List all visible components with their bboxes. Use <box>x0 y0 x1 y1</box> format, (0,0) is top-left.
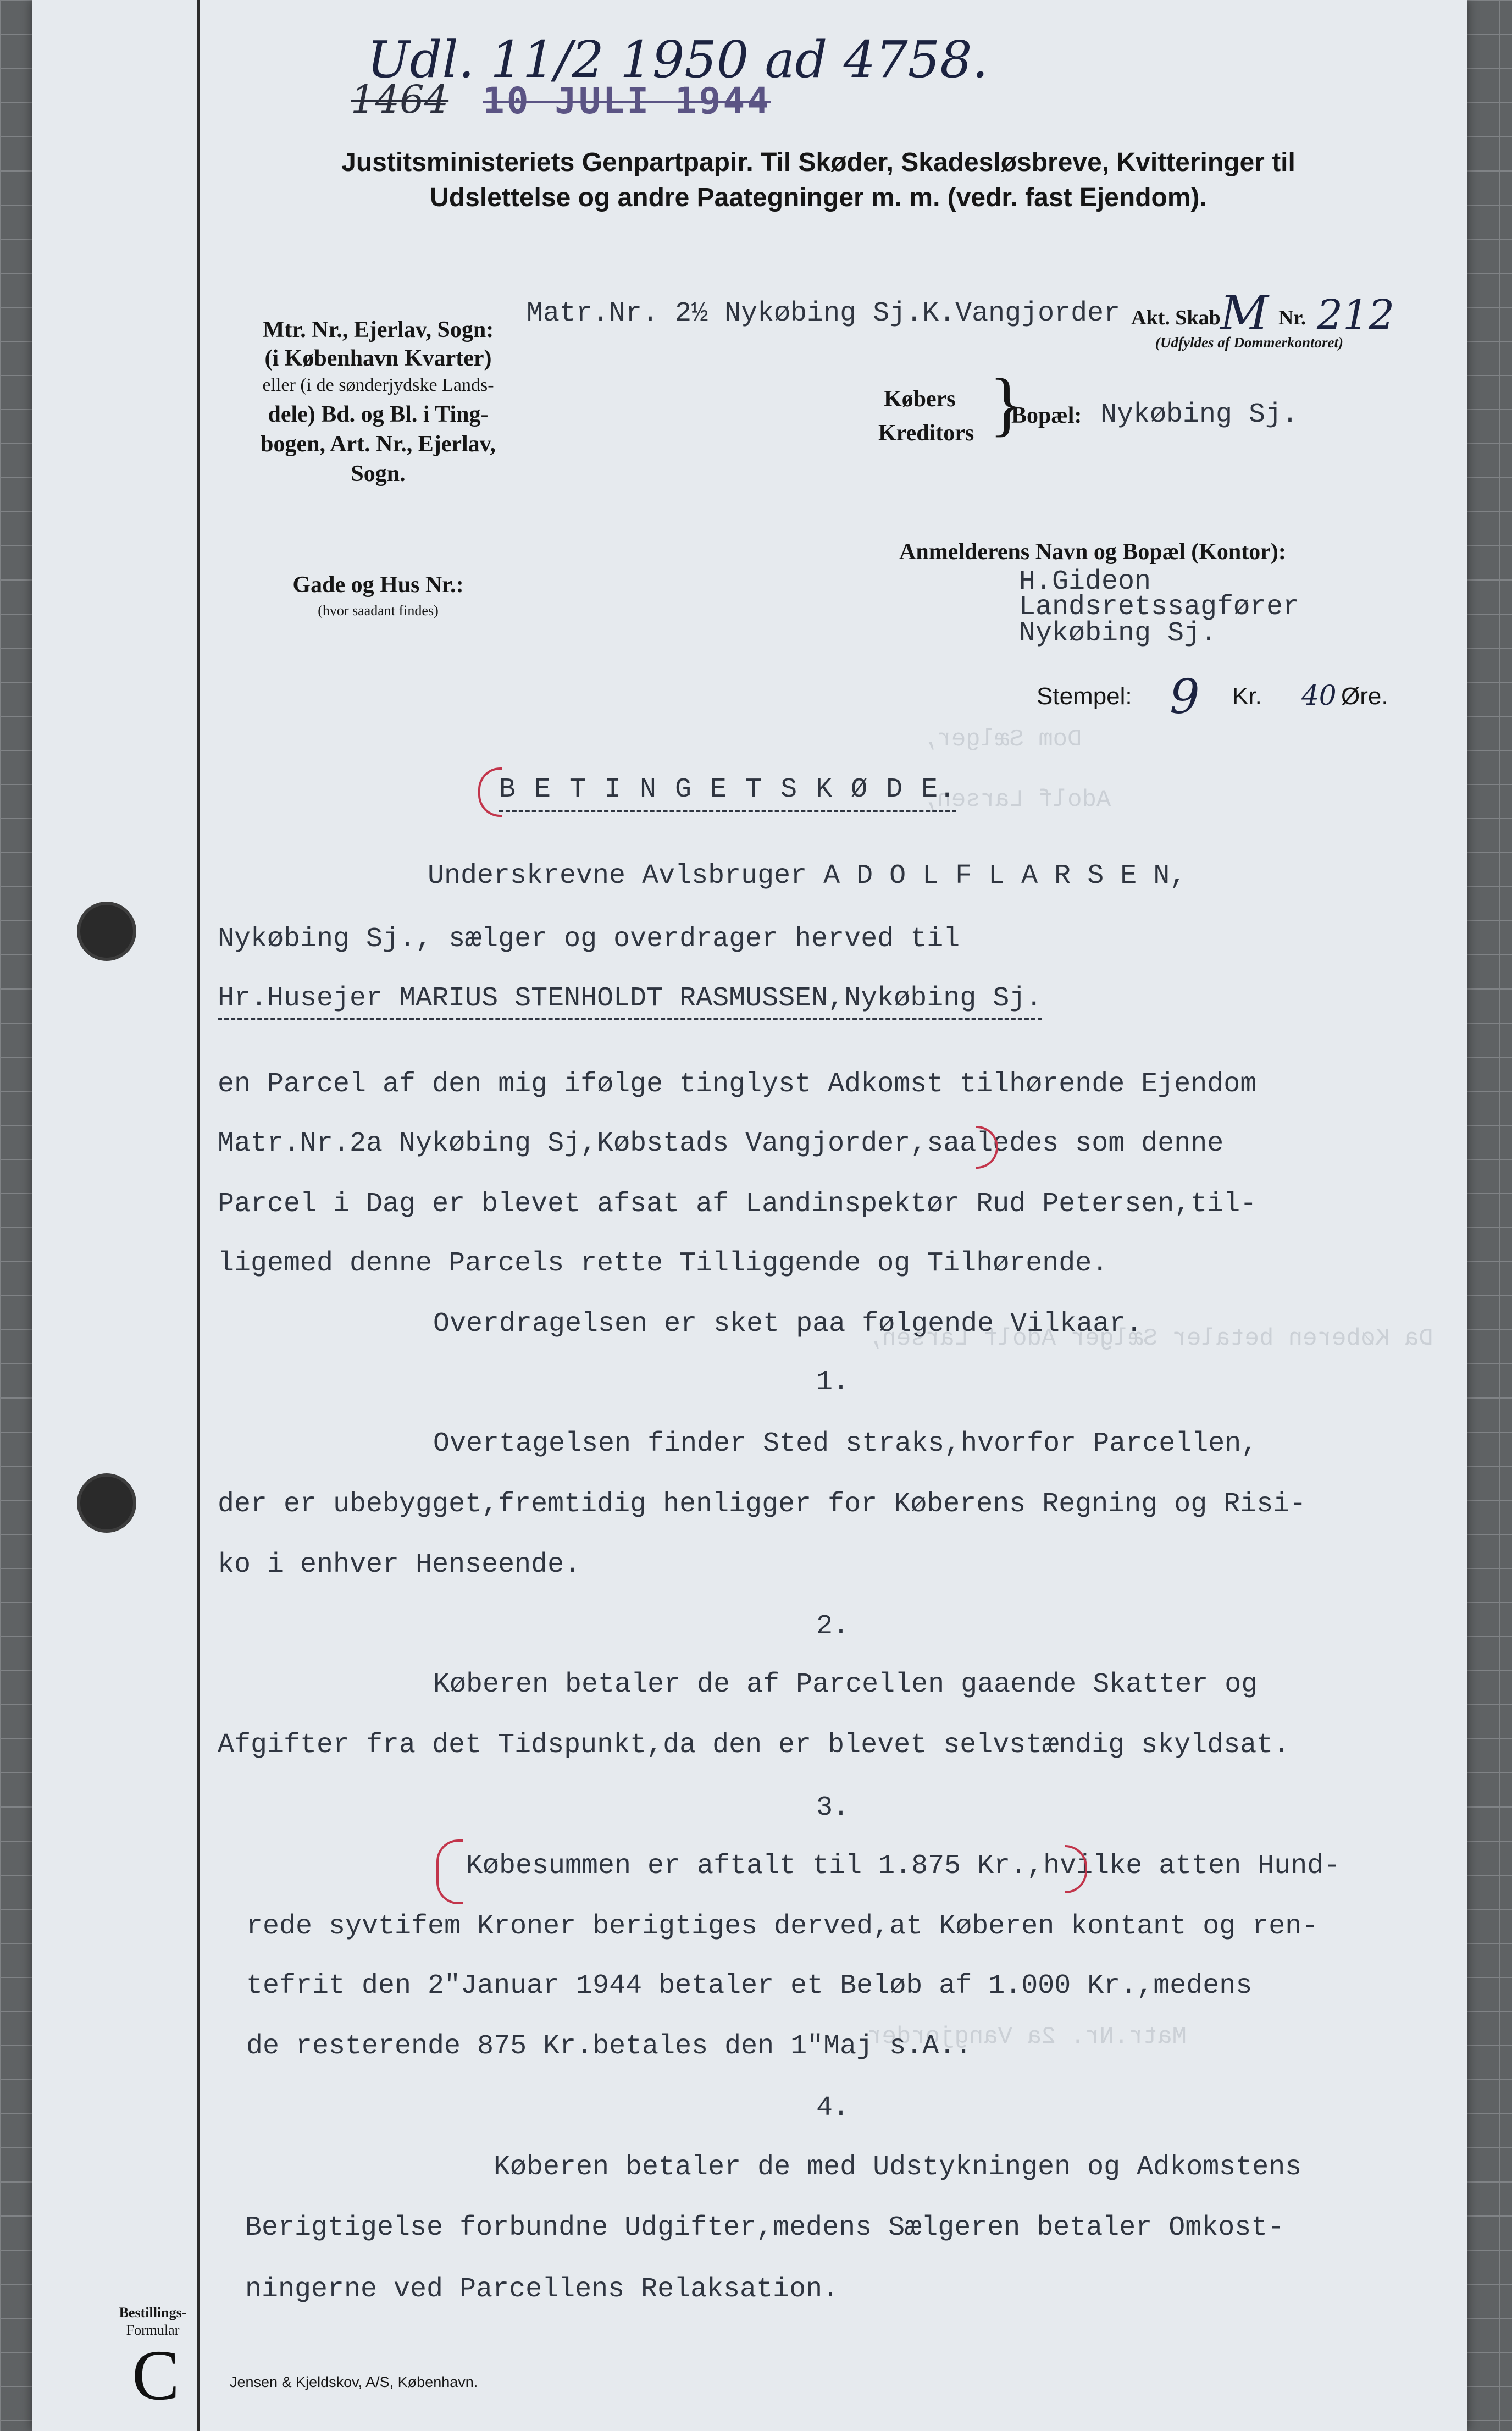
akt-note: (Udfyldes af Dommerkontoret) <box>1155 334 1343 351</box>
formular-letter: C <box>132 2336 180 2415</box>
header-line-2: Udslettelse og andre Paategninger m. m. (vedr. fast Ejendom). <box>430 183 1207 212</box>
body-line-24: ningerne ved Parcellens Relaksation. <box>245 2274 839 2305</box>
handwritten-notation: Udl. 11/2 1950 ad 4758. <box>367 30 988 89</box>
label-matr-line-4: dele) Bd. og Bl. i Ting- <box>268 402 489 427</box>
printer-imprint: Jensen & Kjeldskov, A/S, København. <box>230 2374 478 2390</box>
akt-nr-label: Nr. <box>1278 306 1306 329</box>
bleed-through-text: Matr.Nr. 2a Vangjorder <box>867 2023 1187 2051</box>
punch-hole-bottom <box>77 1473 136 1533</box>
brace-symbol: } <box>989 364 1024 444</box>
anmelder-line-1: H.Gideon <box>1019 566 1151 598</box>
ore-value: 40 <box>1301 679 1337 711</box>
label-street-note: (hvor saadant findes) <box>318 603 439 618</box>
body-line-12: ko i enhver Henseende. <box>218 1549 581 1581</box>
body-line-22: Køberen betaler de med Udstykningen og Adkomstens <box>494 2152 1302 2183</box>
body-line-15: Afgifter fra det Tidspunkt,da den er blevet selvstændig skyldsat. <box>218 1730 1290 1761</box>
stempel-value: 9 <box>1170 670 1200 725</box>
kobers-label: Købers <box>884 386 956 412</box>
body-line-6: Parcel i Dag er blevet afsat af Landinspektør Rud Petersen,til- <box>218 1189 1257 1220</box>
kreditors-label: Kreditors <box>878 421 974 446</box>
body-line-11: der er ubebygget,fremtidig henligger for Køberens Regning og Risi- <box>218 1489 1306 1520</box>
bopael-value: Nykøbing Sj. <box>1100 399 1299 430</box>
body-line-14: Køberen betaler de af Parcellen gaaende Skatter og <box>433 1669 1258 1700</box>
stempel-label: Stempel: <box>1037 683 1132 710</box>
label-matr-line-1: Mtr. Nr., Ejerlav, Sogn: <box>262 317 494 342</box>
body-line-19: tefrit den 2"Januar 1944 betaler et Beløb af 1.000 Kr.,medens <box>246 1970 1253 2002</box>
body-line-5: Matr.Nr.2a Nykøbing Sj,Købstads Vangjorder,saaledes som denne <box>218 1128 1224 1159</box>
akt-skab-letter: M <box>1220 286 1269 341</box>
document-title: B E T I N G E T S K Ø D E. <box>499 774 956 812</box>
document-page <box>32 0 1467 2431</box>
clause-number-2: 2. <box>816 1611 849 1642</box>
body-line-20: de resterende 875 Kr.betales den 1"Maj s.A.. <box>246 2031 972 2062</box>
body-line-1: Underskrevne Avlsbruger A D O L F L A R S E N, <box>428 860 1187 892</box>
body-line-2: Nykøbing Sj., sælger og overdrager herved til <box>218 924 960 955</box>
label-street: Gade og Hus Nr.: <box>292 572 464 598</box>
bleed-through-text: Adolf Larsen, <box>922 786 1111 814</box>
red-pencil-mark <box>436 1839 463 1904</box>
label-matr-line-6: Sogn. <box>351 461 406 487</box>
clause-number-3: 3. <box>816 1792 849 1824</box>
kr-label: Kr. <box>1232 683 1262 710</box>
body-line-23: Berigtigelse forbundne Udgifter,medens Sælgeren betaler Omkost- <box>245 2212 1284 2244</box>
bleed-through-text: Da Køberen betaler Sælger Adolf Larsen, <box>867 1325 1433 1352</box>
anmelder-line-2: Landsretssagfører <box>1019 592 1300 623</box>
akt-nr-value: 212 <box>1317 291 1395 339</box>
anmelder-line-3: Nykøbing Sj. <box>1019 618 1217 649</box>
ore-label: Øre. <box>1341 683 1388 710</box>
margin-rule <box>197 0 200 2431</box>
received-date-stamp: 10 JULI 1944 <box>483 80 771 122</box>
body-line-4: en Parcel af den mig ifølge tinglyst Adkomst tilhørende Ejendom <box>218 1069 1257 1100</box>
bestillings-label-line-2: Formular <box>126 2322 180 2338</box>
label-matr-line-5: bogen, Art. Nr., Ejerlav, <box>261 432 496 457</box>
body-line-7: ligemed denne Parcels rette Tilliggende og Tilhørende. <box>218 1248 1109 1279</box>
label-matr-line-2: (i København Kvarter) <box>264 346 492 371</box>
clause-number-4: 4. <box>816 2092 849 2124</box>
header-line-1: Justitsministeriets Genpartpapir. Til Skøder, Skadesløsbreve, Kvitteringer til <box>341 148 1295 177</box>
label-matr-line-3: eller (i de sønderjydske Lands- <box>262 375 494 395</box>
anmelder-label: Anmelderens Navn og Bopæl (Kontor): <box>899 539 1286 565</box>
matr-value: Matr.Nr. 2½ Nykøbing Sj.K.Vangjorder <box>527 298 1121 329</box>
body-line-3: Hr.Husejer MARIUS STENHOLDT RASMUSSEN,Nykøbing Sj. <box>218 983 1042 1020</box>
body-line-18: rede syvtifem Kroner berigtiges derved,at Køberen kontant og ren- <box>246 1911 1319 1942</box>
akt-skab-label: Akt. Skab <box>1131 306 1221 329</box>
clause-number-1: 1. <box>816 1367 849 1398</box>
bopael-label: Bopæl: <box>1011 403 1082 428</box>
bleed-through-text: Dom Sælger, <box>922 726 1082 753</box>
struck-number: 1464 <box>351 77 449 122</box>
punch-hole-top <box>77 902 136 961</box>
body-line-8: Overdragelsen er sket paa følgende Vilkaar. <box>433 1308 1143 1340</box>
body-line-17: Købesummen er aftalt til 1.875 Kr.,hvilke atten Hund- <box>466 1850 1341 1882</box>
bestillings-label-line-1: Bestillings- <box>119 2305 187 2320</box>
body-line-10: Overtagelsen finder Sted straks,hvorfor Parcellen, <box>433 1428 1258 1460</box>
